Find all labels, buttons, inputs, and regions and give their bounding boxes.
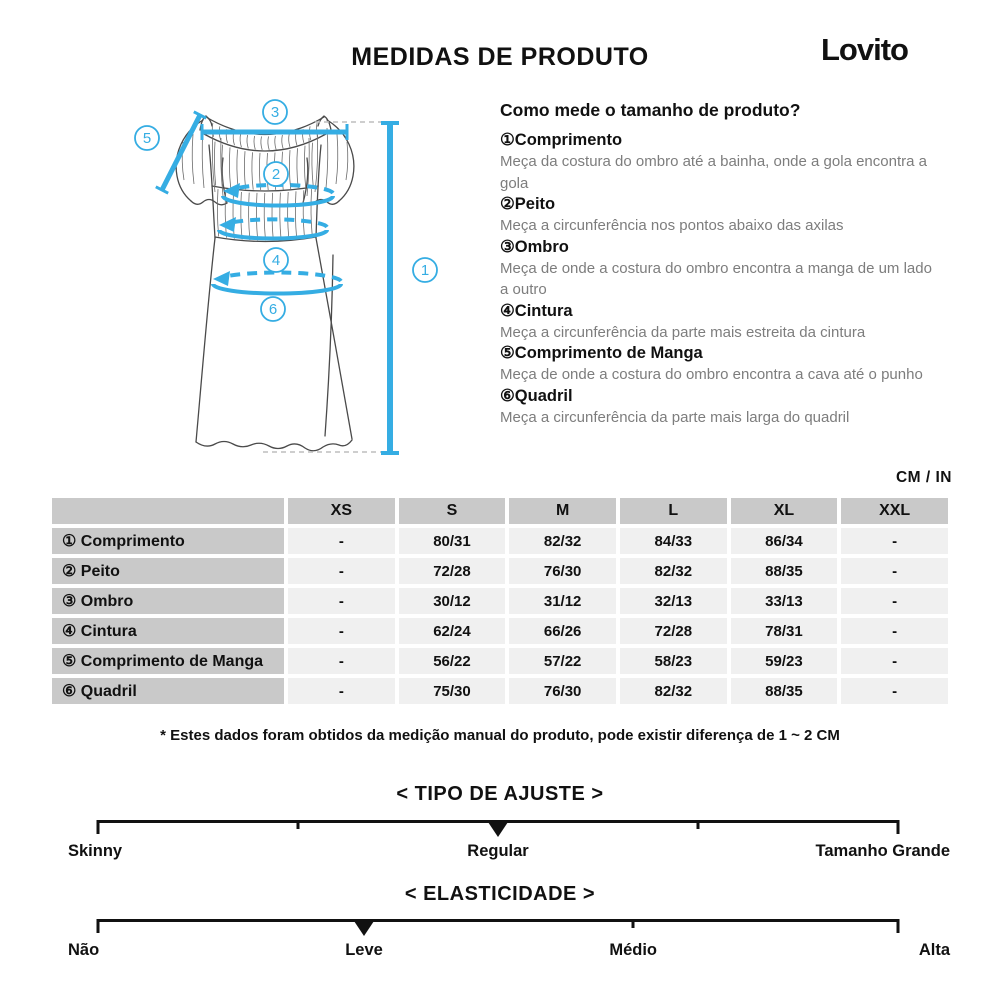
size-table-header-row bbox=[52, 498, 948, 524]
table-cell: 32/13 bbox=[620, 588, 727, 614]
footnote: * Estes dados foram obtidos da medição manual do produto, pode existir diferença de 1 ~ 2 CM bbox=[160, 727, 840, 744]
table-cell: 72/28 bbox=[399, 558, 506, 584]
guide-item bbox=[500, 343, 935, 386]
measure-guide bbox=[500, 100, 935, 428]
table-row bbox=[52, 588, 948, 614]
table-cell: - bbox=[841, 618, 948, 644]
guide-item-title: ②Peito bbox=[500, 195, 556, 213]
guide-list bbox=[500, 130, 935, 428]
guide-item bbox=[500, 130, 935, 194]
guide-item-desc: Meça a circunferência nos pontos abaixo das axilas bbox=[500, 217, 844, 234]
guide-item bbox=[500, 301, 935, 344]
table-cell: 88/35 bbox=[731, 558, 838, 584]
table-cell: - bbox=[288, 588, 395, 614]
guide-item-title: ③Ombro bbox=[500, 237, 569, 256]
size-col-header: XL bbox=[731, 498, 838, 524]
table-cell: 76/30 bbox=[509, 558, 616, 584]
size-col-header: XXL bbox=[841, 498, 948, 524]
elastic-scale-label: Leve bbox=[345, 941, 383, 959]
table-row-label: ② Peito bbox=[52, 558, 284, 584]
fit-scale-marker bbox=[488, 822, 508, 837]
badge-5: 5 bbox=[142, 130, 152, 147]
guide-item bbox=[500, 386, 935, 429]
table-cell: 30/12 bbox=[399, 588, 506, 614]
table-cell: 31/12 bbox=[509, 588, 616, 614]
badge-1: 1 bbox=[420, 262, 430, 279]
table-row bbox=[52, 678, 948, 704]
table-row bbox=[52, 618, 948, 644]
table-cell: 80/31 bbox=[399, 528, 506, 554]
units-label: CM / IN bbox=[895, 469, 952, 486]
size-col-header: L bbox=[620, 498, 727, 524]
page-title: MEDIDAS DE PRODUTO bbox=[351, 43, 649, 71]
size-table bbox=[48, 494, 952, 708]
table-cell: - bbox=[841, 528, 948, 554]
elastic-scale-label: Alta bbox=[918, 941, 950, 959]
badge-2: 2 bbox=[271, 166, 281, 183]
size-col-header: XS bbox=[288, 498, 395, 524]
table-cell: 82/32 bbox=[620, 558, 727, 584]
table-cell: 78/31 bbox=[731, 618, 838, 644]
table-cell: 75/30 bbox=[399, 678, 506, 704]
table-row-label: ⑥ Quadril bbox=[52, 678, 284, 704]
table-cell: 82/32 bbox=[620, 678, 727, 704]
fit-scale-label: Tamanho Grande bbox=[815, 842, 950, 860]
guide-item-desc: Meça a circunferência da parte mais larga do quadril bbox=[500, 408, 850, 426]
fit-scale-tick bbox=[97, 820, 100, 834]
table-cell: 84/33 bbox=[620, 528, 727, 554]
badge-3: 3 bbox=[270, 104, 280, 121]
table-cell: 72/28 bbox=[620, 618, 727, 644]
guide-item-desc: Meça de onde a costura do ombro encontra a cava até o punho bbox=[500, 366, 923, 383]
table-row bbox=[52, 528, 948, 554]
table-cell: - bbox=[288, 648, 395, 674]
fit-scale-label: Regular bbox=[467, 842, 529, 860]
elasticity-scale-labels bbox=[48, 941, 952, 963]
table-cell: - bbox=[841, 558, 948, 584]
table-cell: 66/26 bbox=[509, 618, 616, 644]
table-cell: - bbox=[288, 528, 395, 554]
elastic-scale-tick bbox=[632, 919, 635, 928]
fit-scale-title: < TIPO DE AJUSTE > bbox=[396, 783, 604, 805]
table-cell: - bbox=[288, 678, 395, 704]
table-row-label: ③ Ombro bbox=[52, 588, 284, 614]
badge-4: 4 bbox=[271, 252, 281, 269]
table-cell: - bbox=[841, 648, 948, 674]
size-table-corner bbox=[52, 498, 284, 524]
fit-scale-labels bbox=[48, 842, 952, 864]
fit-scale-tick bbox=[897, 820, 900, 834]
elasticity-scale-title: < ELASTICIDADE > bbox=[404, 883, 596, 905]
table-cell: 76/30 bbox=[509, 678, 616, 704]
size-col-header: S bbox=[399, 498, 506, 524]
guide-item bbox=[500, 237, 935, 301]
elastic-scale-marker bbox=[354, 921, 374, 936]
guide-item-title: ⑥Quadril bbox=[500, 386, 573, 405]
table-cell: 59/23 bbox=[731, 648, 838, 674]
size-col-header: M bbox=[509, 498, 616, 524]
guide-item-title: ⑤Comprimento de Manga bbox=[500, 344, 703, 362]
fit-scale-tick bbox=[697, 820, 700, 829]
table-cell: - bbox=[841, 678, 948, 704]
elastic-scale-tick bbox=[97, 919, 100, 933]
fit-scale-line bbox=[98, 820, 898, 823]
elastic-scale-label: Médio bbox=[609, 941, 658, 959]
elastic-scale-tick bbox=[897, 919, 900, 933]
table-cell: 62/24 bbox=[399, 618, 506, 644]
guide-item-title: ①Comprimento bbox=[500, 131, 623, 149]
table-cell: 58/23 bbox=[620, 648, 727, 674]
table-cell: 82/32 bbox=[509, 528, 616, 554]
guide-item-desc: Meça a circunferência da parte mais estreita da cintura bbox=[500, 323, 866, 341]
elastic-scale-label: Não bbox=[68, 941, 100, 959]
table-cell: 88/35 bbox=[731, 678, 838, 704]
table-cell: 56/22 bbox=[399, 648, 506, 674]
table-row bbox=[52, 648, 948, 674]
badge-6: 6 bbox=[268, 301, 278, 318]
table-cell: 33/13 bbox=[731, 588, 838, 614]
table-row bbox=[52, 558, 948, 584]
elasticity-scale-line bbox=[98, 919, 898, 922]
table-cell: 86/34 bbox=[731, 528, 838, 554]
dress-diagram-svg bbox=[105, 90, 465, 470]
table-cell: - bbox=[288, 558, 395, 584]
guide-item-title: ④Cintura bbox=[500, 301, 573, 320]
lovito-logo: Lovito bbox=[821, 32, 908, 67]
table-cell: 57/22 bbox=[509, 648, 616, 674]
guide-heading: Como mede o tamanho de produto? bbox=[500, 100, 801, 120]
guide-item-desc: Meça de onde a costura do ombro encontra a manga de um lado a outro bbox=[500, 259, 932, 298]
hip-measure bbox=[213, 271, 341, 294]
table-row-label: ④ Cintura bbox=[52, 618, 284, 644]
table-cell: - bbox=[841, 588, 948, 614]
fit-scale-tick bbox=[297, 820, 300, 829]
sleeve-measure bbox=[156, 112, 206, 193]
guide-item-desc: Meça da costura do ombro até a bainha, onde a gola encontra a gola bbox=[500, 153, 927, 192]
table-row-label: ① Comprimento bbox=[52, 528, 284, 554]
table-row-label: ⑤ Comprimento de Manga bbox=[52, 648, 284, 674]
table-cell: - bbox=[288, 618, 395, 644]
product-measurement-diagram bbox=[105, 90, 465, 470]
guide-item bbox=[500, 194, 935, 237]
fit-scale-label: Skinny bbox=[68, 842, 123, 860]
